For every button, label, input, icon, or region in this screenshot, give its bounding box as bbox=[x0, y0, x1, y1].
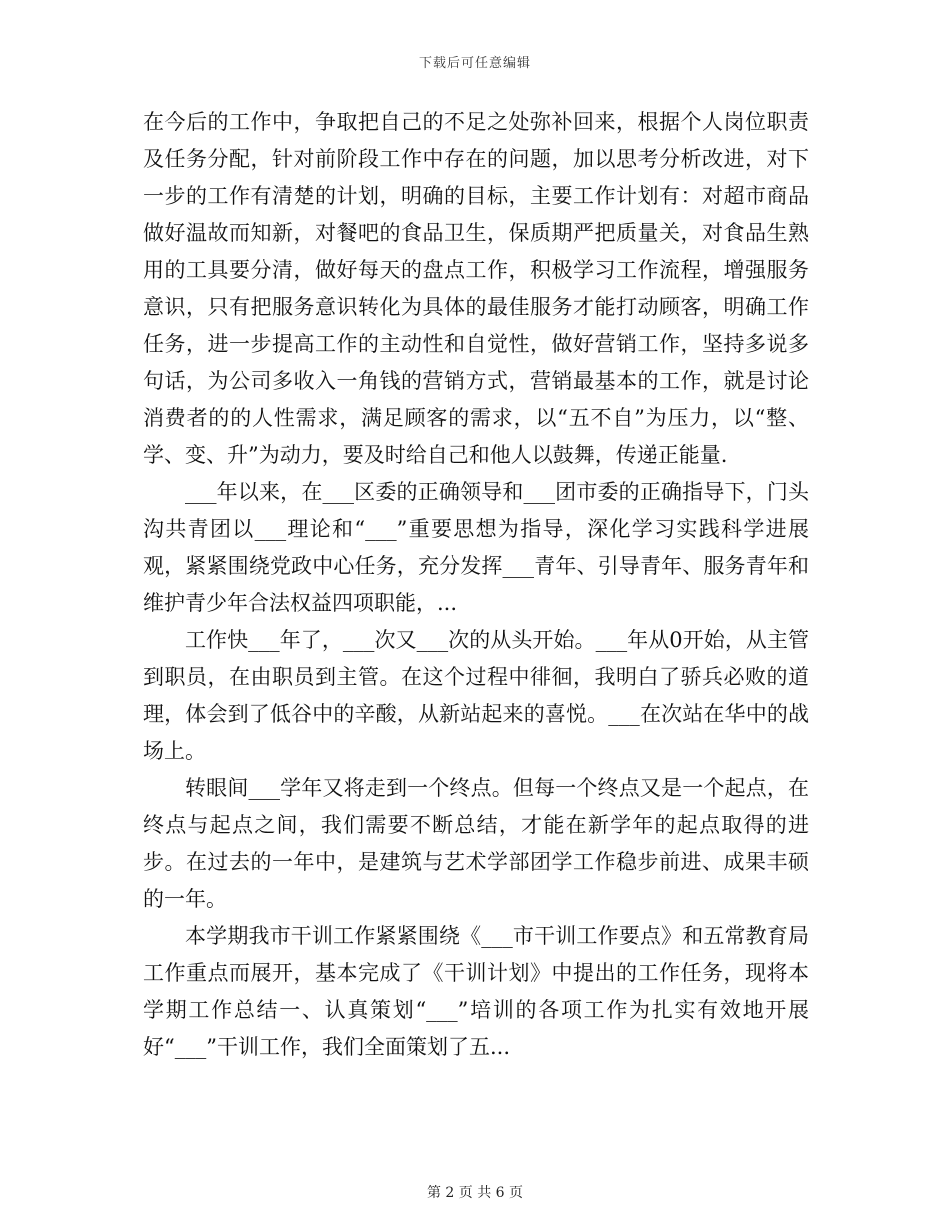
paragraph-3: 工作快___年了，___次又___次的从头开始。___年从0开始，从主管到职员，在由职员到主管。在这个过程中徘徊，我明白了骄兵必败的道理，体会到了低谷中的辛酸，从新站起来的喜悦。___在次站在华中的战场上。 bbox=[143, 628, 809, 763]
paragraph-1: 在今后的工作中，争取把自己的不足之处弥补回来，根据个人岗位职责及任务分配，针对前阶段工作中存在的问题，加以思考分析改进，对下一步的工作有清楚的计划，明确的目标，主要工作计划有：对超市商品做好温故而知新，对餐吧的食品卫生，保质期严把质量关，对食品生熟用的工具要分清，做好每天的盘点工作，积极学习工作流程，增强服务意识，只有把服务意识转化为具体的最佳服务才能打动顾客，明确工作任务，进一步提高工作的主动性和自觉性，做好营销工作，坚持多说多句话，为公司多收入一角钱的营销方式，营销最基本的工作，就是讨论消费者的的人性需求，满足顾客的需求，以“五不自”为压力，以“整、学、变、升”为动力，要及时给自己和他人以鼓舞，传递正能量. bbox=[143, 110, 809, 467]
header-note: 下载后可任意编辑 bbox=[418, 56, 531, 71]
paragraph-2: ___年以来，在___区委的正确领导和___团市委的正确指导下，门头沟共青团以___理论和“___”重要思想为指导，深化学习实践科学进展观，紧紧围绕党政中心任务，充分发挥___青年、引导青年、服务青年和维护青少年合法权益四项职能，... bbox=[143, 480, 809, 615]
page-number: 第 2 页 共 6 页 bbox=[426, 1185, 524, 1201]
page-header bbox=[0, 52, 950, 71]
paragraph-5: 本学期我市干训工作紧紧围绕《___市干训工作要点》和五常教育局工作重点而展开，基本完成了《干训计划》中提出的工作任务，现将本学期工作总结一、认真策划“___”培训的各项工作为扎实有效地开展好“___”干训工作，我们全面策划了五... bbox=[143, 924, 809, 1059]
page-footer bbox=[0, 1182, 950, 1202]
paragraph-4: 转眼间___学年又将走到一个终点。但每一个终点又是一个起点，在终点与起点之间，我们需要不断总结，才能在新学年的起点取得的进步。在过去的一年中，是建筑与艺术学部团学工作稳步前进、成果丰硕的一年。 bbox=[143, 776, 809, 911]
document-body bbox=[143, 104, 809, 1066]
